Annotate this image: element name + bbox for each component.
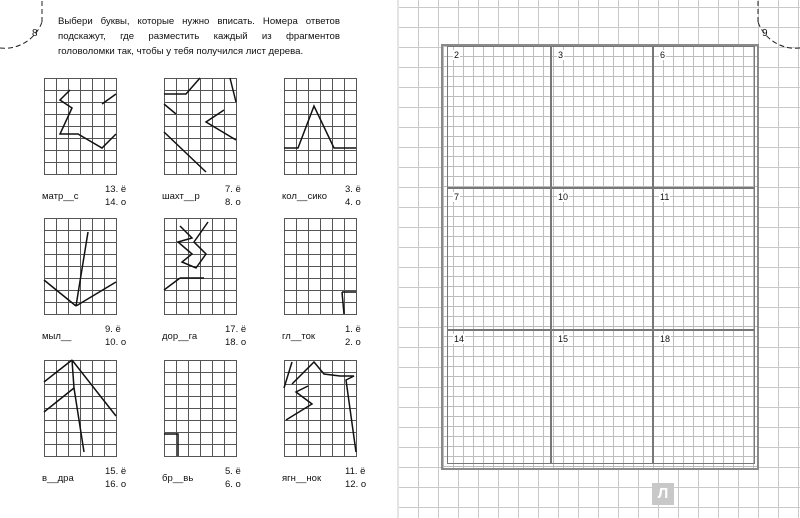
answer-option: 14. о (105, 197, 127, 208)
board-section[interactable] (447, 46, 551, 188)
puzzle-fragment (284, 218, 404, 348)
board-section[interactable] (551, 188, 653, 330)
answer-option: 5. ё (225, 466, 241, 477)
board-section[interactable] (447, 188, 551, 330)
answer-option: 10. о (105, 337, 127, 348)
answer-option: 7. ё (225, 184, 241, 195)
fragment-drawing (164, 218, 236, 314)
board-section[interactable] (447, 330, 551, 464)
answer-option: 4. о (345, 197, 361, 208)
fragment-drawing (164, 78, 236, 174)
puzzle-fragment (164, 360, 284, 490)
section-number: 11 (660, 192, 670, 202)
answer-option: 15. ё (105, 466, 127, 477)
fragment-grid (284, 360, 357, 457)
fragment-grid (164, 360, 237, 457)
fragment-grid (284, 78, 357, 175)
fragment-grid (44, 78, 117, 175)
puzzle-word: ягн__нок (282, 473, 322, 484)
answer-option: 8. о (225, 197, 241, 208)
fragment-drawing (44, 360, 116, 456)
answer-option: 12. о (345, 479, 367, 490)
page-number-left: 8 (32, 28, 38, 39)
fragment-grid (164, 78, 237, 175)
page-number-right: 9 (762, 28, 768, 39)
board-section[interactable] (551, 46, 653, 188)
fragment-grid (44, 218, 117, 315)
board-section[interactable] (551, 330, 653, 464)
puzzle-fragment (44, 218, 164, 348)
fragment-grid (44, 360, 117, 457)
section-number: 3 (558, 50, 564, 60)
puzzle-fragment (164, 78, 284, 208)
puzzle-fragment (44, 78, 164, 208)
answer-option: 6. о (225, 479, 241, 490)
fragment-drawing (164, 360, 236, 456)
section-number: 15 (558, 334, 569, 344)
puzzle-word: мыл__ (42, 331, 72, 342)
puzzle-word: бр__вь (162, 473, 194, 484)
instructions-text: Выбери буквы, которые нужно вписать. Номера ответов подскажут, где разместить каждый из фрагментов головоломки так, чтобы у тебя получился лист дерева. (58, 16, 340, 57)
fragment-drawing (284, 78, 356, 174)
fragment-grid (284, 218, 357, 315)
puzzle-fragment (164, 218, 284, 348)
board-section[interactable] (653, 188, 755, 330)
puzzle-fragment (44, 360, 164, 490)
board-section[interactable] (653, 330, 755, 464)
section-number: 2 (454, 50, 460, 60)
answer-option: 13. ё (105, 184, 127, 195)
section-number: 14 (454, 334, 465, 344)
watermark-logo: Л (652, 483, 674, 505)
puzzle-word: в__дра (42, 473, 74, 484)
answer-board (441, 44, 759, 470)
puzzle-fragment (284, 78, 404, 208)
board-section[interactable] (653, 46, 755, 188)
left-corner-arc (0, 0, 60, 80)
fragment-drawing (284, 218, 356, 314)
fragment-drawing (284, 360, 356, 456)
section-number: 18 (660, 334, 671, 344)
answer-option: 9. ё (105, 324, 121, 335)
answer-option: 2. о (345, 337, 361, 348)
puzzle-word: гл__ток (282, 331, 316, 342)
puzzle-word: дор__га (162, 331, 198, 342)
puzzle-word: кол__сико (282, 191, 328, 202)
answer-option: 16. о (105, 479, 127, 490)
fragment-drawing (44, 78, 116, 174)
puzzle-word: матр__с (42, 191, 79, 202)
puzzle-fragment (284, 360, 404, 490)
answer-option: 1. ё (345, 324, 361, 335)
answer-option: 17. ё (225, 324, 247, 335)
answer-option: 11. ё (345, 466, 366, 477)
answer-option: 18. о (225, 337, 247, 348)
fragment-drawing (44, 218, 116, 314)
section-number: 10 (558, 192, 569, 202)
section-number: 6 (660, 50, 666, 60)
answer-option: 3. ё (345, 184, 361, 195)
puzzle-word: шахт__р (162, 191, 200, 202)
section-number: 7 (454, 192, 460, 202)
fragment-grid (164, 218, 237, 315)
